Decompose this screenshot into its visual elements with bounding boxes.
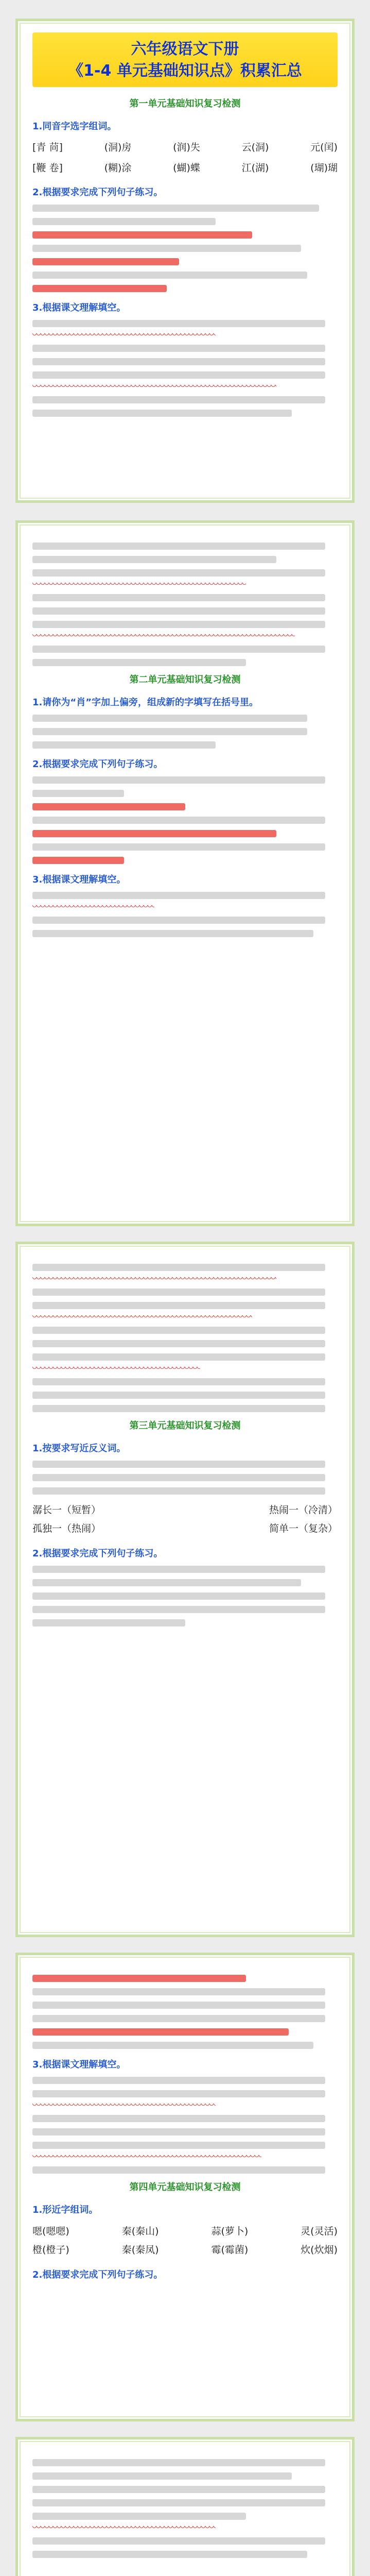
unit-3-sec-1: 1.按要求写近反义词。 (32, 1443, 126, 1454)
u4-p-5: 橙(橙子) (32, 2244, 69, 2256)
main-subtitle: 《1-4 单元基础知识点》积累汇总 (68, 62, 302, 80)
unit-1-sec-3: 3.根据课文理解填空。 (32, 302, 126, 313)
unit-3-sec-2: 2.根据要求完成下列句子练习。 (32, 1548, 163, 1559)
unit-2-card (15, 520, 355, 1226)
unit-2-sec-3: 3.根据课文理解填空。 (32, 874, 126, 885)
u4-p-7: 霉(霉菌) (211, 2244, 249, 2256)
u1-r1-c5: 元(闰) (310, 142, 338, 153)
u4-p-1: 嗯(嗯嗯) (32, 2226, 69, 2237)
unit-1-title: 第一单元基础知识复习检测 (129, 98, 241, 109)
unit-4-sec-2: 2.根据要求完成下列句子练习。 (32, 2269, 163, 2280)
u1-r2-c5: (瑚)瑚 (310, 162, 338, 174)
u3-ant-3: 孤独一（热闹） (32, 1523, 101, 1534)
u3-ant-2: 热闹一（冷清） (269, 1504, 338, 1516)
u1-r2-c1: [鞭 卷] (32, 162, 63, 174)
unit-4-title: 第四单元基础知识复习检测 (129, 2182, 241, 2193)
u4-pair-row-1 (32, 2222, 338, 2241)
u1-r2-c2: (糊)涂 (104, 162, 132, 174)
unit-3-card (15, 1242, 355, 1937)
u3-antonym-row-2 (32, 1519, 338, 1538)
final-card (15, 2437, 355, 2576)
u3-antonym-row-1 (32, 1501, 338, 1519)
unit-4-card (15, 1953, 355, 2421)
u4-pair-row-2 (32, 2241, 338, 2259)
unit-3-title: 第三单元基础知识复习检测 (129, 1420, 241, 1431)
unit-2-sec-2: 2.根据要求完成下列句子练习。 (32, 759, 163, 770)
u3-ant-4: 简单一（复杂） (269, 1523, 338, 1534)
unit-1-card (15, 19, 355, 503)
u4-p-2: 秦(秦山) (121, 2226, 159, 2237)
unit-4-sec-1: 1.形近字组词。 (32, 2205, 98, 2215)
unit-1-sec-1: 1.同音字选字组词。 (32, 121, 117, 132)
u4-p-8: 炊(炊烟) (301, 2244, 338, 2256)
u1-r2-c4: 江(湖) (241, 162, 269, 174)
u1-row-1 (32, 139, 338, 156)
u1-r1-c2: (洞)房 (104, 142, 132, 153)
u1-r1-c1: [青 苘] (32, 142, 63, 153)
u4-p-6: 秦(秦凤) (121, 2244, 159, 2256)
u4-p-3: 蒜(萝卜) (211, 2226, 249, 2237)
u1-row-2 (32, 159, 338, 177)
u1-r1-c4: 云(洞) (241, 142, 269, 153)
unit-2-sec-1: 1.请你为“肖”字加上偏旁，组成新的字填写在括号里。 (32, 697, 259, 708)
unit-2-title: 第二单元基础知识复习检测 (129, 674, 241, 685)
u1-r1-c3: (润)失 (173, 142, 200, 153)
title-banner (32, 32, 338, 87)
unit-1-sec-2: 2.根据要求完成下列句子练习。 (32, 187, 163, 198)
unit-4-sec-3: 3.根据课文理解填空。 (32, 2059, 126, 2070)
main-title: 六年级语文下册 (131, 40, 239, 58)
u1-r2-c3: (蝴)蝶 (173, 162, 200, 174)
u4-p-4: 灵(灵活) (301, 2226, 338, 2237)
u3-ant-1: 潺长一（短暂） (32, 1504, 101, 1516)
